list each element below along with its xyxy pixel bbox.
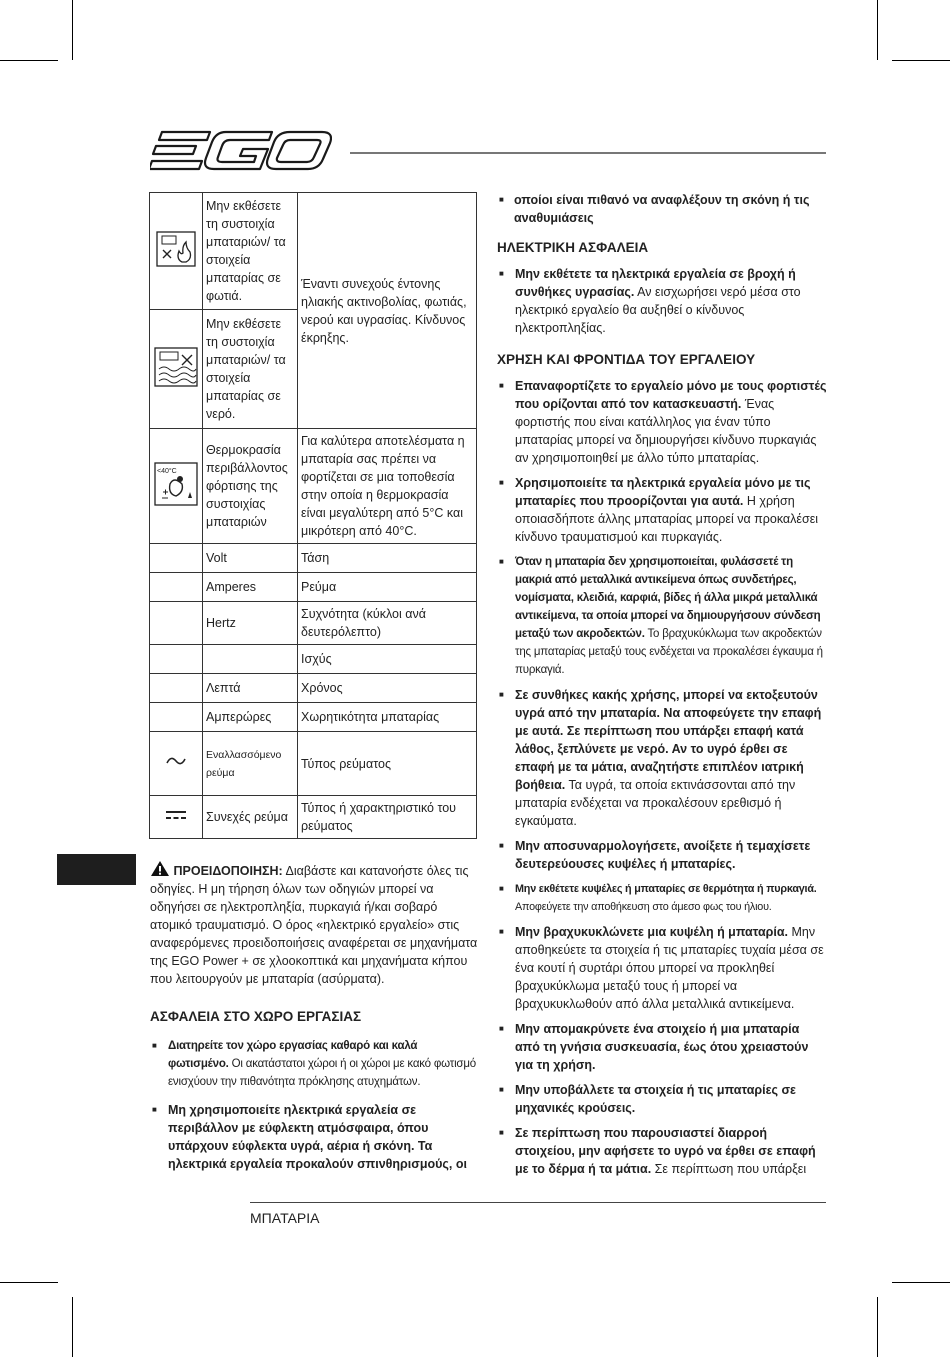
crop-mark [0, 1282, 58, 1283]
temperature-icon [154, 462, 198, 506]
symbol-description: Χρόνος [298, 674, 477, 703]
icon-cell [150, 703, 203, 732]
continuation-text [497, 191, 827, 227]
symbol-label: Συνεχές ρεύμα [203, 796, 298, 839]
warning-text: Διαβάστε και κατανοήστε όλες τις οδηγίες. Η μη τήρηση όλων των οδηγιών μπορεί να οδηγήσει σε ηλεκτροπληξία, πυρκαγιά ή/και σοβαρό ατομικό τραυματισμό. Ο όρος «ηλεκτρικό εργαλείο» στις αναφερόμενες προειδοποιήσεις αναφέρεται σε μηχανήματα της EGO Power + σε χλοοκοπτικά και μηχανήματα κήπου που λειτουργούν με μπαταρία (ασύρματα). [150, 864, 478, 986]
list-item-text: Οι ακατάστατοι χώροι ή οι χώροι με κακό φωτισμό ενισχύουν την πιθανότητα πρόκλησης ατυχημάτων. [168, 1058, 476, 1088]
list-item [150, 1037, 478, 1091]
list-item-text: Η χρήση οποιασδήποτε άλλης μπαταρίας μπορεί να προκαλέσει κίνδυνο τραυματισμού και πυρκαγιάς. [515, 494, 819, 544]
icon-cell [150, 193, 203, 310]
table-row [150, 645, 477, 674]
direct-current-icon [165, 809, 187, 821]
icon-cell [150, 674, 203, 703]
table-row [150, 429, 477, 544]
list-item [497, 1081, 827, 1117]
symbol-description: Τάση [298, 544, 477, 573]
section-heading: ΗΛΕΚΤΡΙΚΗ ΑΣΦΑΛΕΙΑ [497, 240, 649, 255]
symbol-label [203, 645, 298, 674]
warning-title: ΠΡΟΕΙΔΟΠΟΙΗΣΗ: [173, 864, 283, 878]
right-column [497, 191, 827, 1178]
icon-cell [150, 310, 203, 429]
list-item [497, 923, 827, 1013]
symbol-description: Χωρητικότητα μπαταρίας [298, 703, 477, 732]
list-item-bold: Μην απομακρύνετε ένα στοιχείο ή μια μπαταρία από τη γνήσια συσκευασία, έως ότου χρειαστούν για τη χρήση. [515, 1022, 809, 1072]
list-item-bold: Μην βραχυκυκλώνετε μια κυψέλη ή μπαταρία. [515, 925, 789, 939]
symbol-label: Αμπερώρες [203, 703, 298, 732]
crop-mark [877, 0, 878, 60]
header-rule [350, 152, 826, 154]
crop-mark [877, 1297, 878, 1357]
list-item-bold: Μη χρησιμοποιείτε ηλεκτρικά εργαλεία σε περιβάλλον με εύφλεκτη ατμόσφαιρα, όπου υπάρχουν εύφλεκτα υγρά, αέρια ή σκόνη. Τα ηλεκτρικά εργαλεία προκαλούν σπινθηρισμούς, οι [168, 1103, 467, 1171]
symbol-description: Έναντι συνεχούς έντονης ηλιακής ακτινοβολίας, φωτιάς, νερού και υγρασίας. Κίνδυνος έκρηξης. [298, 193, 477, 429]
list-item [497, 377, 827, 467]
warning-block [150, 860, 478, 988]
crop-mark [72, 1297, 73, 1357]
symbol-label: Hertz [203, 602, 298, 645]
symbol-description: Συχνότητα (κύκλοι ανά δευτερόλεπτο) [298, 602, 477, 645]
list-item [497, 880, 827, 916]
no-water-icon [154, 347, 198, 387]
section-heading: ΧΡΗΣΗ ΚΑΙ ΦΡΟΝΤΙΔΑ ΤΟΥ ΕΡΓΑΛΕΙΟΥ [497, 352, 756, 367]
symbol-description: Ισχύς [298, 645, 477, 674]
list-item-bold: Όταν η μπαταρία δεν χρησιμοποιείται, φυλάσσετέ τη μακριά από μεταλλικά αντικείμενα όπως συνδετήρες, νομίσματα, κλειδιά, καρφιά, βίδες ή άλλα μικρά μεταλλικά αντικείμενα, τα οποία μπορεί να δημιουργήσουν σύνδεση μεταξύ των ακροδεκτών. [515, 556, 821, 640]
symbol-description: Για καλύτερα αποτελέσματα η μπαταρία σας πρέπει να φορτίζεται σε μια τοποθεσία στην οποία η θερμοκρασία είναι μεγαλύτερη από 5°C και μικρότερη από 40°C. [298, 429, 477, 544]
list-item-text: Αποφεύγετε την αποθήκευση στο άμεσο φως του ήλιου. [515, 901, 772, 913]
list-item-text: Το βραχυκύκλωμα των ακροδεκτών της μπαταρίας μεταξύ τους ενδέχεται να προκαλέσει έγκαυμα ή πυρκαγιά. [515, 628, 823, 676]
symbol-label: Μην εκθέσετε τη συστοιχία μπαταριών/ τα στοιχεία μπαταρίας σε νερό. [203, 310, 298, 429]
table-row [150, 193, 477, 310]
icon-cell [150, 602, 203, 645]
symbol-description: Ρεύμα [298, 573, 477, 602]
symbol-description: Τύπος ρεύματος [298, 732, 477, 796]
list-item [497, 553, 827, 679]
temperature-icon-label: <40°C [157, 467, 177, 475]
section-heading: ΑΣΦΑΛΕΙΑ ΣΤΟ ΧΩΡΟ ΕΡΓΑΣΙΑΣ [150, 1009, 362, 1024]
table-row [150, 703, 477, 732]
list-item [497, 1124, 827, 1178]
list-item [497, 474, 827, 546]
continuation-bold: οποίοι είναι πιθανό να αναφλέξουν τη σκόνη ή τις αναθυμιάσεις [514, 193, 810, 225]
table-row [150, 573, 477, 602]
list-item [497, 837, 827, 873]
alternating-current-icon [165, 754, 187, 768]
list-item-bold: Μην υποβάλλετε τα στοιχεία ή τις μπαταρίες σε μηχανικές κρούσεις. [515, 1083, 796, 1115]
icon-cell [150, 573, 203, 602]
list-item-bold: Επαναφορτίζετε το εργαλείο μόνο με τους φορτιστές που ορίζονται από τον κατασκευαστή. [515, 379, 827, 411]
list-item-bold: Διατηρείτε τον χώρο εργασίας καθαρό και καλά φωτισμένο. [168, 1040, 418, 1070]
list-item-bold: Σε συνθήκες κακής χρήσης, μπορεί να εκτοξευτούν υγρά από την μπαταρία. Να αποφεύγετε την επαφή με αυτά. Σε περίπτωση που υπάρξει επαφή κατά λάθος, ξεπλύνετε με νερό. Αν το υγρό έρθει σε επαφή με τα μάτια, αναζητήστε επιπλέον ιατρική βοήθεια. [515, 688, 822, 792]
table-row [150, 796, 477, 839]
footer-section-label: ΜΠΑΤΑΡΙΑ [250, 1210, 320, 1226]
crop-mark [0, 60, 58, 61]
list-item-text: Μην αποθηκεύετε τα στοιχεία ή τις μπαταρίες τυχαία μέσα σε ένα κουτί ή συρτάρι όπου μπορεί να προκληθεί βραχυκύκλωμα μεταξύ τους ή μπορεί να βραχυκυκλωθούν από άλλα μεταλλικά αντικείμενα. [515, 925, 824, 1011]
table-row [150, 732, 477, 796]
side-tab [57, 854, 136, 885]
icon-cell [150, 732, 203, 796]
list-item [497, 265, 827, 337]
list-item-bold: Μην αποσυναρμολογήσετε, ανοίξετε ή τεμαχίσετε δευτερεύουσες κυψέλες ή μπαταρίες. [515, 839, 811, 871]
icon-cell [150, 544, 203, 573]
symbol-label: Λεπτά [203, 674, 298, 703]
symbols-table [149, 192, 477, 839]
symbol-label: Volt [203, 544, 298, 573]
list-item-text: Τα υγρά, τα οποία εκτινάσσονται από την μπαταρία ενδέχεται να προκαλέσουν ερεθισμό ή εγκαύματα. [515, 778, 796, 828]
ego-logo [150, 130, 332, 172]
list-item-text: Σε περίπτωση που υπάρξει [651, 1162, 807, 1176]
icon-cell [150, 645, 203, 674]
table-row [150, 674, 477, 703]
icon-cell [150, 796, 203, 839]
no-fire-icon [156, 231, 196, 267]
list-item-bold: Χρησιμοποιείτε τα ηλεκτρικά εργαλεία μόνο με τις μπαταρίες που προορίζονται για αυτά. [515, 476, 811, 508]
list-item-bold: Μην εκθέτετε τα ηλεκτρικά εργαλεία σε βροχή ή συνθήκες υγρασίας. [515, 267, 796, 299]
list-item-text: Αν εισχωρήσει νερό μέσα στο ηλεκτρικό εργαλείο θα αυξηθεί ο κίνδυνος ηλεκτροπληξίας. [515, 285, 801, 335]
symbol-label: Θερμοκρασία περιβάλλοντος φόρτισης της συστοιχίας μπαταριών [203, 429, 298, 544]
list-item-text: Ένας φορτιστής που είναι κατάλληλος για έναν τύπο μπαταρίας μπορεί να δημιουργήσει κίνδυνο πυρκαγιάς αν χρησιμοποιηθεί με άλλο τύπο μπαταρίας. [515, 397, 817, 465]
symbol-description: Τύπος ή χαρακτηριστικό του ρεύματος [298, 796, 477, 839]
footer-rule [250, 1202, 826, 1203]
warning-triangle-icon [150, 860, 170, 877]
symbol-label: Amperes [203, 573, 298, 602]
crop-mark [72, 0, 73, 60]
left-section [150, 1008, 478, 1173]
list-item-bold: Σε περίπτωση που παρουσιαστεί διαρροή στοιχείου, μην αφήσετε το υγρό να έρθει σε επαφή με το δέρμα ή τα μάτια. [515, 1126, 816, 1176]
crop-mark [892, 60, 950, 61]
symbol-label: Εναλλασσόμενο ρεύμα [203, 732, 298, 796]
icon-cell [150, 429, 203, 544]
table-row [150, 544, 477, 573]
table-row [150, 602, 477, 645]
list-item [497, 1020, 827, 1074]
list-item-bold: Μην εκθέτετε κυψέλες ή μπαταρίες σε θερμότητα ή πυρκαγιά. [515, 883, 817, 895]
list-item [150, 1101, 478, 1173]
list-item [497, 686, 827, 830]
symbol-label: Μην εκθέσετε τη συστοιχία μπαταριών/ τα στοιχεία μπαταρίας σε φωτιά. [203, 193, 298, 310]
crop-mark [892, 1282, 950, 1283]
